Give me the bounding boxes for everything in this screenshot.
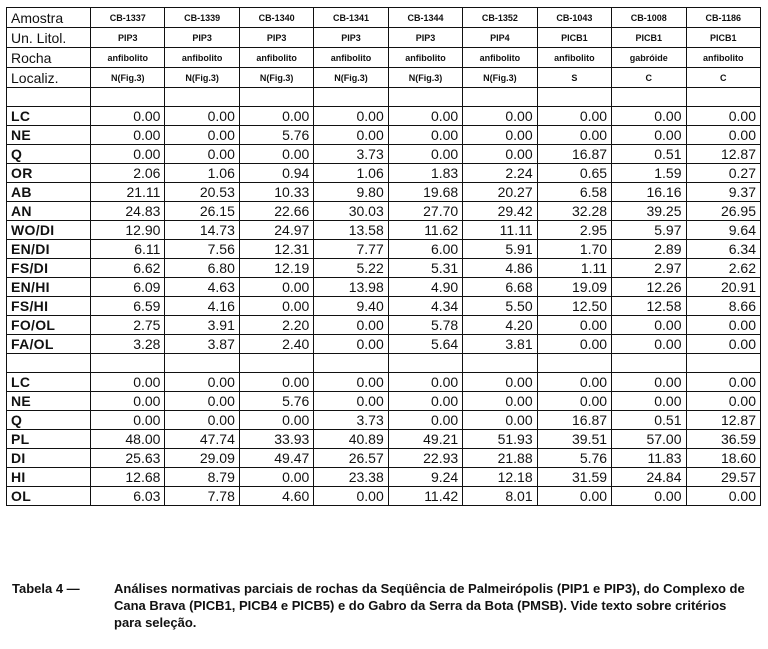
header-label: Amostra bbox=[7, 8, 91, 28]
row-label: HI bbox=[7, 468, 91, 487]
value-cell: 2.06 bbox=[91, 164, 165, 183]
value-cell: 1.83 bbox=[388, 164, 462, 183]
row-label: EN/HI bbox=[7, 278, 91, 297]
value-cell: 0.00 bbox=[463, 392, 537, 411]
row-label: OL bbox=[7, 487, 91, 506]
empty-cell bbox=[7, 88, 91, 107]
value-cell: 49.47 bbox=[239, 449, 313, 468]
value-cell: 8.79 bbox=[165, 468, 239, 487]
value-cell: 0.00 bbox=[463, 126, 537, 145]
row-label: Q bbox=[7, 145, 91, 164]
value-cell: 6.58 bbox=[537, 183, 611, 202]
value-cell: 5.50 bbox=[463, 297, 537, 316]
empty-cell bbox=[7, 354, 91, 373]
header-cell: CB-1337 bbox=[91, 8, 165, 28]
value-cell: 4.16 bbox=[165, 297, 239, 316]
value-cell: 0.00 bbox=[388, 126, 462, 145]
value-cell: 0.00 bbox=[165, 107, 239, 126]
header-cell: N(Fig.3) bbox=[463, 68, 537, 88]
value-cell: 0.27 bbox=[686, 164, 761, 183]
value-cell: 20.91 bbox=[686, 278, 761, 297]
value-cell: 0.00 bbox=[314, 335, 388, 354]
value-cell: 0.00 bbox=[537, 487, 611, 506]
value-cell: 48.00 bbox=[91, 430, 165, 449]
value-cell: 0.00 bbox=[463, 107, 537, 126]
empty-cell bbox=[388, 354, 462, 373]
header-cell: anfibolito bbox=[91, 48, 165, 68]
header-label: Localiz. bbox=[7, 68, 91, 88]
value-cell: 19.68 bbox=[388, 183, 462, 202]
header-cell: CB-1352 bbox=[463, 8, 537, 28]
value-cell: 2.75 bbox=[91, 316, 165, 335]
table-caption bbox=[12, 580, 762, 631]
value-cell: 3.87 bbox=[165, 335, 239, 354]
value-cell: 0.00 bbox=[612, 335, 686, 354]
value-cell: 29.57 bbox=[686, 468, 761, 487]
header-cell: CB-1341 bbox=[314, 8, 388, 28]
value-cell: 2.24 bbox=[463, 164, 537, 183]
value-cell: 0.00 bbox=[537, 335, 611, 354]
table-row bbox=[7, 202, 761, 221]
value-cell: 12.90 bbox=[91, 221, 165, 240]
header-cell: anfibolito bbox=[314, 48, 388, 68]
row-label: LC bbox=[7, 107, 91, 126]
value-cell: 0.00 bbox=[686, 373, 761, 392]
header-cell: gabróide bbox=[612, 48, 686, 68]
table-row bbox=[7, 373, 761, 392]
value-cell: 24.83 bbox=[91, 202, 165, 221]
header-cell: anfibolito bbox=[537, 48, 611, 68]
value-cell: 12.31 bbox=[239, 240, 313, 259]
value-cell: 12.18 bbox=[463, 468, 537, 487]
value-cell: 5.91 bbox=[463, 240, 537, 259]
value-cell: 32.28 bbox=[537, 202, 611, 221]
value-cell: 21.11 bbox=[91, 183, 165, 202]
value-cell: 0.00 bbox=[388, 392, 462, 411]
value-cell: 13.98 bbox=[314, 278, 388, 297]
row-label: DI bbox=[7, 449, 91, 468]
value-cell: 9.80 bbox=[314, 183, 388, 202]
value-cell: 0.00 bbox=[612, 487, 686, 506]
value-cell: 12.50 bbox=[537, 297, 611, 316]
value-cell: 26.95 bbox=[686, 202, 761, 221]
row-label: NE bbox=[7, 126, 91, 145]
spacer-row bbox=[7, 354, 761, 373]
value-cell: 0.00 bbox=[165, 145, 239, 164]
value-cell: 2.95 bbox=[537, 221, 611, 240]
value-cell: 0.00 bbox=[165, 373, 239, 392]
header-cell: C bbox=[612, 68, 686, 88]
value-cell: 0.00 bbox=[388, 107, 462, 126]
value-cell: 4.20 bbox=[463, 316, 537, 335]
header-cell: PIP3 bbox=[91, 28, 165, 48]
value-cell: 36.59 bbox=[686, 430, 761, 449]
value-cell: 49.21 bbox=[388, 430, 462, 449]
row-label: FS/DI bbox=[7, 259, 91, 278]
table-row bbox=[7, 164, 761, 183]
value-cell: 3.81 bbox=[463, 335, 537, 354]
value-cell: 1.11 bbox=[537, 259, 611, 278]
header-cell: N(Fig.3) bbox=[165, 68, 239, 88]
table-row bbox=[7, 107, 761, 126]
value-cell: 0.00 bbox=[239, 278, 313, 297]
value-cell: 4.34 bbox=[388, 297, 462, 316]
value-cell: 26.57 bbox=[314, 449, 388, 468]
row-label: LC bbox=[7, 373, 91, 392]
value-cell: 5.76 bbox=[537, 449, 611, 468]
table-row bbox=[7, 278, 761, 297]
value-cell: 24.84 bbox=[612, 468, 686, 487]
value-cell: 6.68 bbox=[463, 278, 537, 297]
value-cell: 0.00 bbox=[314, 107, 388, 126]
value-cell: 6.03 bbox=[91, 487, 165, 506]
row-label: EN/DI bbox=[7, 240, 91, 259]
value-cell: 0.00 bbox=[239, 145, 313, 164]
value-cell: 7.77 bbox=[314, 240, 388, 259]
empty-cell bbox=[165, 88, 239, 107]
value-cell: 5.97 bbox=[612, 221, 686, 240]
empty-cell bbox=[537, 354, 611, 373]
empty-cell bbox=[239, 354, 313, 373]
value-cell: 6.62 bbox=[91, 259, 165, 278]
row-label: NE bbox=[7, 392, 91, 411]
value-cell: 0.51 bbox=[612, 411, 686, 430]
value-cell: 20.53 bbox=[165, 183, 239, 202]
row-label: FO/OL bbox=[7, 316, 91, 335]
value-cell: 0.00 bbox=[314, 126, 388, 145]
table-row bbox=[7, 335, 761, 354]
value-cell: 0.00 bbox=[612, 107, 686, 126]
value-cell: 5.22 bbox=[314, 259, 388, 278]
value-cell: 0.00 bbox=[165, 392, 239, 411]
value-cell: 0.00 bbox=[686, 487, 761, 506]
value-cell: 0.00 bbox=[686, 392, 761, 411]
value-cell: 0.00 bbox=[388, 145, 462, 164]
header-cell: PICB1 bbox=[537, 28, 611, 48]
row-label: AB bbox=[7, 183, 91, 202]
empty-cell bbox=[463, 354, 537, 373]
value-cell: 0.00 bbox=[686, 107, 761, 126]
header-cell: anfibolito bbox=[388, 48, 462, 68]
table-row bbox=[7, 449, 761, 468]
value-cell: 2.97 bbox=[612, 259, 686, 278]
value-cell: 12.19 bbox=[239, 259, 313, 278]
value-cell: 0.00 bbox=[686, 335, 761, 354]
value-cell: 14.73 bbox=[165, 221, 239, 240]
value-cell: 0.00 bbox=[612, 373, 686, 392]
value-cell: 2.20 bbox=[239, 316, 313, 335]
header-cell: CB-1186 bbox=[686, 8, 761, 28]
empty-cell bbox=[91, 88, 165, 107]
value-cell: 12.58 bbox=[612, 297, 686, 316]
value-cell: 4.63 bbox=[165, 278, 239, 297]
header-cell: PICB1 bbox=[686, 28, 761, 48]
value-cell: 0.00 bbox=[612, 316, 686, 335]
header-cell: PIP3 bbox=[165, 28, 239, 48]
value-cell: 0.00 bbox=[463, 373, 537, 392]
caption-text: Análises normativas parciais de rochas da Seqüência de Palmeirópolis (PIP1 e PIP3), do Complexo de Cana Brava (PICB1, PICB4 e PICB5) e do Gabro da Serra da Bota (PMSB). Vide texto sobre critérios para seleção. bbox=[114, 581, 745, 630]
value-cell: 6.80 bbox=[165, 259, 239, 278]
value-cell: 0.00 bbox=[239, 107, 313, 126]
normative-analysis-table bbox=[6, 7, 761, 506]
table-row bbox=[7, 145, 761, 164]
value-cell: 4.90 bbox=[388, 278, 462, 297]
value-cell: 22.66 bbox=[239, 202, 313, 221]
value-cell: 0.00 bbox=[91, 373, 165, 392]
value-cell: 0.00 bbox=[91, 411, 165, 430]
value-cell: 29.42 bbox=[463, 202, 537, 221]
table-row bbox=[7, 411, 761, 430]
value-cell: 0.00 bbox=[91, 107, 165, 126]
value-cell: 9.37 bbox=[686, 183, 761, 202]
empty-cell bbox=[314, 88, 388, 107]
value-cell: 3.91 bbox=[165, 316, 239, 335]
header-cell: CB-1339 bbox=[165, 8, 239, 28]
table-row bbox=[7, 240, 761, 259]
value-cell: 7.78 bbox=[165, 487, 239, 506]
header-cell: anfibolito bbox=[165, 48, 239, 68]
value-cell: 23.38 bbox=[314, 468, 388, 487]
value-cell: 6.09 bbox=[91, 278, 165, 297]
value-cell: 57.00 bbox=[612, 430, 686, 449]
value-cell: 12.26 bbox=[612, 278, 686, 297]
value-cell: 24.97 bbox=[239, 221, 313, 240]
value-cell: 9.24 bbox=[388, 468, 462, 487]
empty-cell bbox=[612, 88, 686, 107]
value-cell: 10.33 bbox=[239, 183, 313, 202]
header-row bbox=[7, 68, 761, 88]
value-cell: 0.00 bbox=[686, 316, 761, 335]
value-cell: 16.16 bbox=[612, 183, 686, 202]
empty-cell bbox=[686, 88, 761, 107]
value-cell: 0.00 bbox=[239, 468, 313, 487]
value-cell: 0.00 bbox=[537, 392, 611, 411]
value-cell: 31.59 bbox=[537, 468, 611, 487]
header-cell: CB-1043 bbox=[537, 8, 611, 28]
header-cell: CB-1340 bbox=[239, 8, 313, 28]
header-cell: N(Fig.3) bbox=[388, 68, 462, 88]
value-cell: 0.00 bbox=[537, 107, 611, 126]
empty-cell bbox=[686, 354, 761, 373]
value-cell: 0.00 bbox=[463, 145, 537, 164]
table-row bbox=[7, 221, 761, 240]
table-row bbox=[7, 468, 761, 487]
caption-label: Tabela 4 — bbox=[12, 581, 80, 596]
empty-cell bbox=[239, 88, 313, 107]
value-cell: 12.68 bbox=[91, 468, 165, 487]
value-cell: 0.00 bbox=[239, 411, 313, 430]
value-cell: 30.03 bbox=[314, 202, 388, 221]
value-cell: 11.42 bbox=[388, 487, 462, 506]
header-label: Un. Litol. bbox=[7, 28, 91, 48]
value-cell: 11.83 bbox=[612, 449, 686, 468]
empty-cell bbox=[612, 354, 686, 373]
value-cell: 0.94 bbox=[239, 164, 313, 183]
value-cell: 18.60 bbox=[686, 449, 761, 468]
header-cell: N(Fig.3) bbox=[314, 68, 388, 88]
value-cell: 0.00 bbox=[388, 411, 462, 430]
value-cell: 0.00 bbox=[612, 126, 686, 145]
header-cell: anfibolito bbox=[239, 48, 313, 68]
value-cell: 0.00 bbox=[314, 373, 388, 392]
header-row bbox=[7, 48, 761, 68]
value-cell: 0.00 bbox=[537, 316, 611, 335]
value-cell: 5.78 bbox=[388, 316, 462, 335]
empty-cell bbox=[314, 354, 388, 373]
value-cell: 29.09 bbox=[165, 449, 239, 468]
table-row bbox=[7, 392, 761, 411]
row-label: Q bbox=[7, 411, 91, 430]
header-cell: PICB1 bbox=[612, 28, 686, 48]
value-cell: 3.28 bbox=[91, 335, 165, 354]
value-cell: 9.64 bbox=[686, 221, 761, 240]
value-cell: 21.88 bbox=[463, 449, 537, 468]
value-cell: 1.06 bbox=[314, 164, 388, 183]
value-cell: 1.59 bbox=[612, 164, 686, 183]
value-cell: 8.66 bbox=[686, 297, 761, 316]
value-cell: 12.87 bbox=[686, 145, 761, 164]
table-row bbox=[7, 487, 761, 506]
value-cell: 0.00 bbox=[239, 373, 313, 392]
value-cell: 0.00 bbox=[91, 392, 165, 411]
header-cell: PIP3 bbox=[239, 28, 313, 48]
value-cell: 11.11 bbox=[463, 221, 537, 240]
value-cell: 9.40 bbox=[314, 297, 388, 316]
value-cell: 0.00 bbox=[314, 487, 388, 506]
value-cell: 0.00 bbox=[388, 373, 462, 392]
value-cell: 0.00 bbox=[91, 145, 165, 164]
value-cell: 6.11 bbox=[91, 240, 165, 259]
value-cell: 51.93 bbox=[463, 430, 537, 449]
header-row bbox=[7, 28, 761, 48]
empty-cell bbox=[91, 354, 165, 373]
value-cell: 7.56 bbox=[165, 240, 239, 259]
value-cell: 22.93 bbox=[388, 449, 462, 468]
header-cell: CB-1008 bbox=[612, 8, 686, 28]
value-cell: 0.00 bbox=[612, 392, 686, 411]
header-cell: anfibolito bbox=[686, 48, 761, 68]
header-cell: S bbox=[537, 68, 611, 88]
value-cell: 39.51 bbox=[537, 430, 611, 449]
value-cell: 0.65 bbox=[537, 164, 611, 183]
value-cell: 0.00 bbox=[165, 411, 239, 430]
header-label: Rocha bbox=[7, 48, 91, 68]
value-cell: 6.59 bbox=[91, 297, 165, 316]
value-cell: 13.58 bbox=[314, 221, 388, 240]
value-cell: 47.74 bbox=[165, 430, 239, 449]
spacer-row bbox=[7, 88, 761, 107]
value-cell: 4.86 bbox=[463, 259, 537, 278]
value-cell: 8.01 bbox=[463, 487, 537, 506]
value-cell: 0.00 bbox=[537, 373, 611, 392]
header-cell: anfibolito bbox=[463, 48, 537, 68]
value-cell: 33.93 bbox=[239, 430, 313, 449]
value-cell: 0.00 bbox=[314, 392, 388, 411]
value-cell: 1.06 bbox=[165, 164, 239, 183]
table-row bbox=[7, 297, 761, 316]
value-cell: 2.89 bbox=[612, 240, 686, 259]
header-cell: C bbox=[686, 68, 761, 88]
row-label: FS/HI bbox=[7, 297, 91, 316]
empty-cell bbox=[388, 88, 462, 107]
header-cell: CB-1344 bbox=[388, 8, 462, 28]
table-row bbox=[7, 316, 761, 335]
row-label: WO/DI bbox=[7, 221, 91, 240]
value-cell: 19.09 bbox=[537, 278, 611, 297]
value-cell: 0.51 bbox=[612, 145, 686, 164]
value-cell: 0.00 bbox=[463, 411, 537, 430]
value-cell: 0.00 bbox=[314, 316, 388, 335]
empty-cell bbox=[463, 88, 537, 107]
value-cell: 11.62 bbox=[388, 221, 462, 240]
value-cell: 6.00 bbox=[388, 240, 462, 259]
table-row bbox=[7, 430, 761, 449]
value-cell: 0.00 bbox=[91, 126, 165, 145]
value-cell: 0.00 bbox=[165, 126, 239, 145]
value-cell: 3.73 bbox=[314, 411, 388, 430]
value-cell: 16.87 bbox=[537, 145, 611, 164]
row-label: AN bbox=[7, 202, 91, 221]
value-cell: 0.00 bbox=[239, 297, 313, 316]
value-cell: 5.76 bbox=[239, 392, 313, 411]
value-cell: 0.00 bbox=[686, 126, 761, 145]
value-cell: 6.34 bbox=[686, 240, 761, 259]
value-cell: 40.89 bbox=[314, 430, 388, 449]
row-label: FA/OL bbox=[7, 335, 91, 354]
table-row bbox=[7, 126, 761, 145]
header-cell: PIP3 bbox=[314, 28, 388, 48]
header-cell: N(Fig.3) bbox=[239, 68, 313, 88]
header-cell: PIP3 bbox=[388, 28, 462, 48]
value-cell: 5.31 bbox=[388, 259, 462, 278]
empty-cell bbox=[165, 354, 239, 373]
value-cell: 5.64 bbox=[388, 335, 462, 354]
value-cell: 20.27 bbox=[463, 183, 537, 202]
value-cell: 2.40 bbox=[239, 335, 313, 354]
value-cell: 26.15 bbox=[165, 202, 239, 221]
value-cell: 27.70 bbox=[388, 202, 462, 221]
header-cell: N(Fig.3) bbox=[91, 68, 165, 88]
table-row bbox=[7, 183, 761, 202]
value-cell: 2.62 bbox=[686, 259, 761, 278]
value-cell: 16.87 bbox=[537, 411, 611, 430]
value-cell: 39.25 bbox=[612, 202, 686, 221]
value-cell: 1.70 bbox=[537, 240, 611, 259]
row-label: PL bbox=[7, 430, 91, 449]
value-cell: 4.60 bbox=[239, 487, 313, 506]
row-label: OR bbox=[7, 164, 91, 183]
value-cell: 0.00 bbox=[537, 126, 611, 145]
table-row bbox=[7, 259, 761, 278]
value-cell: 25.63 bbox=[91, 449, 165, 468]
value-cell: 12.87 bbox=[686, 411, 761, 430]
value-cell: 3.73 bbox=[314, 145, 388, 164]
empty-cell bbox=[537, 88, 611, 107]
header-cell: PIP4 bbox=[463, 28, 537, 48]
header-row bbox=[7, 8, 761, 28]
value-cell: 5.76 bbox=[239, 126, 313, 145]
